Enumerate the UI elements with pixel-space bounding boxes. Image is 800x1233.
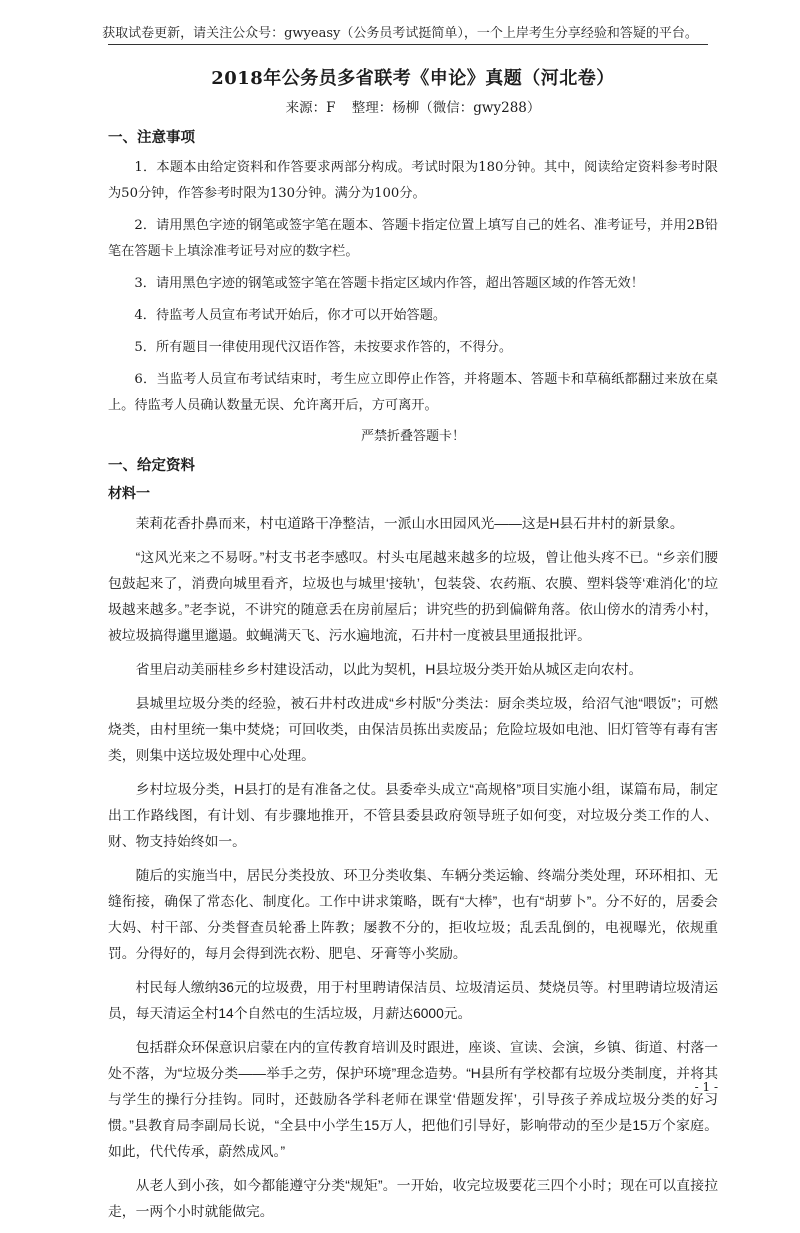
- notice-item: 3．请用黑色字迹的钢笔或签字笔在答题卡指定区域内作答，超出答题区域的作答无效！: [134, 276, 644, 291]
- page-title: 2018年公务员多省联考《申论》真题（河北卷）: [211, 68, 615, 89]
- material-paragraph: 包括群众环保意识启蒙在内的宣传教育培训及时跟进，座谈、宣读、会演，乡镇、街道、村落一处不落，为“垃圾分类——举手之劳，保护环境”理念造势。“H县所有学校都有垃圾分类制度，并将其与学生的操行分挂钩。同时，还鼓励各学科老师在课堂‘借题发挥’，引导孩子养成垃圾分类的好习惯。”县教育局李副局长说，“全县中小学生15万人，把他们引导好，影响带动的至少是15万个家庭。如此，代代传承，蔚然成风。”: [108, 1040, 718, 1159]
- material-paragraph: 省里启动美丽桂乡乡村建设活动，以此为契机，H县垃圾分类开始从城区走向农村。: [135, 662, 643, 677]
- subtitle: [108, 96, 718, 116]
- section-heading-material: 一、给定资料: [108, 458, 195, 474]
- notice-item: 2．请用黑色字迹的钢笔或签字笔在题本、答题卡指定位置上填写自己的姓名、准考证号，并用2B铅笔在答题卡上填涂准考证号对应的数字栏。: [108, 218, 718, 259]
- source-label: 来源：F: [285, 100, 336, 116]
- editor-label: 整理：杨柳（微信：gwy288）: [351, 100, 541, 116]
- material-paragraph: 乡村垃圾分类，H县打的是有准备之仗。县委牵头成立“高规格”项目实施小组，谋篇布局，制定出工作路线图，有计划、有步骤地推开，不管县委县政府领导班子如何变，对垃圾分类工作的人、财、物支持始终如一。: [108, 782, 718, 849]
- section-heading-notice: 一、注意事项: [108, 130, 195, 146]
- notice-item: 5．所有题目一律使用现代汉语作答，未按要求作答的，不得分。: [134, 340, 513, 355]
- document-page: [108, 60, 718, 1233]
- header-divider: [108, 44, 708, 45]
- material-title: 材料一: [108, 486, 150, 502]
- material-paragraph: 村民每人缴纳36元的垃圾费，用于村里聘请保洁员、垃圾清运员、焚烧员等。村里聘请垃圾清运员，每天清运全村14个自然屯的生活垃圾，月薪达6000元。: [108, 980, 718, 1021]
- notice-item: 6．当监考人员宣布考试结束时，考生应立即停止作答，并将题本、答题卡和草稿纸都翻过来放在桌上。待监考人员确认数量无误、允许离开后，方可离开。: [108, 372, 718, 413]
- notice-item: 1．本题本由给定资料和作答要求两部分构成。考试时限为180分钟。其中，阅读给定资料参考时限为50分钟，作答参考时限为130分钟。满分为100分。: [108, 160, 718, 201]
- header-note: 获取试卷更新，请关注公众号：gwyeasy（公务员考试挺简单），一个上岸考生分享经验和答疑的平台。: [102, 26, 698, 41]
- material-paragraph: “这风光来之不易呀。”村支书老李感叹。村头屯尾越来越多的垃圾，曾让他头疼不已。“乡亲们腰包鼓起来了，消费向城里看齐，垃圾也与城里‘接轨’，包装袋、农药瓶、农膜、塑料袋等‘难消化’的垃圾越来越多。”老李说，不讲究的随意丢在房前屋后；讲究些的扔到偏僻角落。依山傍水的清秀小村，被垃圾搞得邋里邋遢。蚊蝇满天飞、污水遍地流，石井村一度被县里通报批评。: [108, 550, 718, 643]
- material-paragraph: 茉莉花香扑鼻而来，村屯道路干净整洁，一派山水田园风光——这是H县石井村的新景象。: [135, 516, 684, 531]
- notice-item: 4．待监考人员宣布考试开始后，你才可以开始答题。: [134, 308, 447, 323]
- material-paragraph: 随后的实施当中，居民分类投放、环卫分类收集、车辆分类运输、终端分类处理，环环相扣、无缝衔接，确保了常态化、制度化。工作中讲求策略，既有“大棒”，也有“胡萝卜”。分不好的，居委会大妈、村干部、分类督查员轮番上阵教；屡教不分的，拒收垃圾；乱丢乱倒的，电视曝光，依规重罚。分得好的，每月会得到洗衣粉、肥皂、牙膏等小奖励。: [108, 868, 718, 961]
- material-paragraph: 县城里垃圾分类的经验，被石井村改进成“乡村版”分类法：厨余类垃圾，给沼气池“喂饭”；可燃烧类，由村里统一集中焚烧；可回收类，由保洁员拣出卖废品；危险垃圾如电池、旧灯管等有毒有害类，则集中送垃圾处理中心处理。: [108, 696, 718, 763]
- warning-note: 严禁折叠答题卡！: [360, 429, 465, 444]
- material-paragraph: 从老人到小孩，如今都能遵守分类“规矩”。一开始，收完垃圾要花三四个小时；现在可以直接拉走，一两个小时就能做完。: [108, 1178, 718, 1219]
- page-number: - 1 -: [694, 1080, 718, 1094]
